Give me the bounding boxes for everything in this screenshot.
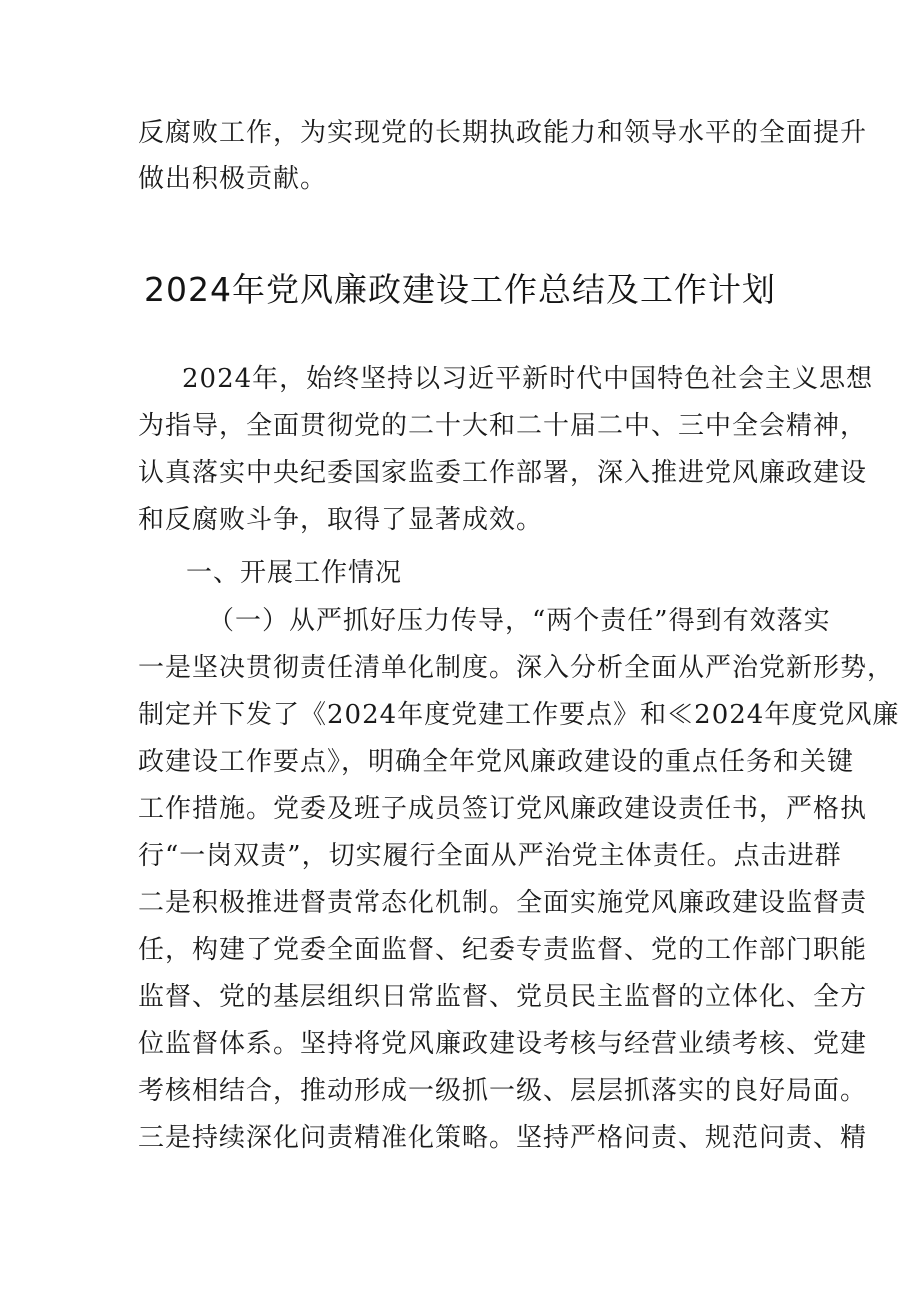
- body-line-8: 监督、党的基层组织日常监督、党员民主监督的立体化、全方: [138, 982, 868, 1012]
- body-line-5: 行“一岗双责”，切实履行全面从严治党主体责任。点击进群: [138, 841, 842, 871]
- opening-line-3: 认真落实中央纪委国家监委工作部署，深入推进党风廉政建设: [138, 458, 868, 488]
- body-line-11: 三是持续深化问责精准化策略。坚持严格问责、规范问责、精: [138, 1123, 868, 1153]
- body-line-7: 任，构建了党委全面监督、纪委专责监督、党的工作部门职能: [138, 935, 868, 965]
- body-line-1: 一是坚决贯彻责任清单化制度。深入分析全面从严治党新形势，: [138, 653, 895, 683]
- subsection-heading: （一）从严抓好压力传导，“两个责任”得到有效落实: [208, 606, 831, 636]
- opening-line-1: 2024年，始终坚持以习近平新时代中国特色社会主义思想: [182, 364, 874, 394]
- body-line-3: 政建设工作要点》，明确全年党风廉政建设的重点任务和关键: [138, 747, 855, 777]
- body-line-2: 制定并下发了《2024年度党建工作要点》和≪2024年度党风廉: [138, 700, 900, 730]
- opening-line-4: 和反腐败斗争，取得了显著成效。: [138, 505, 544, 535]
- body-line-6: 二是积极推进督责常态化机制。全面实施党风廉政建设监督责: [138, 888, 868, 918]
- body-line-4: 工作措施。党委及班子成员签订党风廉政建设责任书，严格执: [138, 794, 868, 824]
- opening-line-2: 为指导，全面贯彻党的二十大和二十届二中、三中全会精神，: [138, 411, 868, 441]
- intro-line-1: 反腐败工作，为实现党的长期执政能力和领导水平的全面提升: [138, 118, 868, 148]
- section-heading: 一、开展工作情况: [186, 558, 403, 588]
- intro-line-2: 做出积极贡献。: [138, 164, 328, 194]
- body-line-10: 考核相结合，推动形成一级抓一级、层层抓落实的良好局面。: [138, 1076, 868, 1106]
- document-title: 2024年党风廉政建设工作总结及工作计划: [144, 270, 776, 309]
- body-line-9: 位监督体系。坚持将党风廉政建设考核与经营业绩考核、党建: [138, 1029, 868, 1059]
